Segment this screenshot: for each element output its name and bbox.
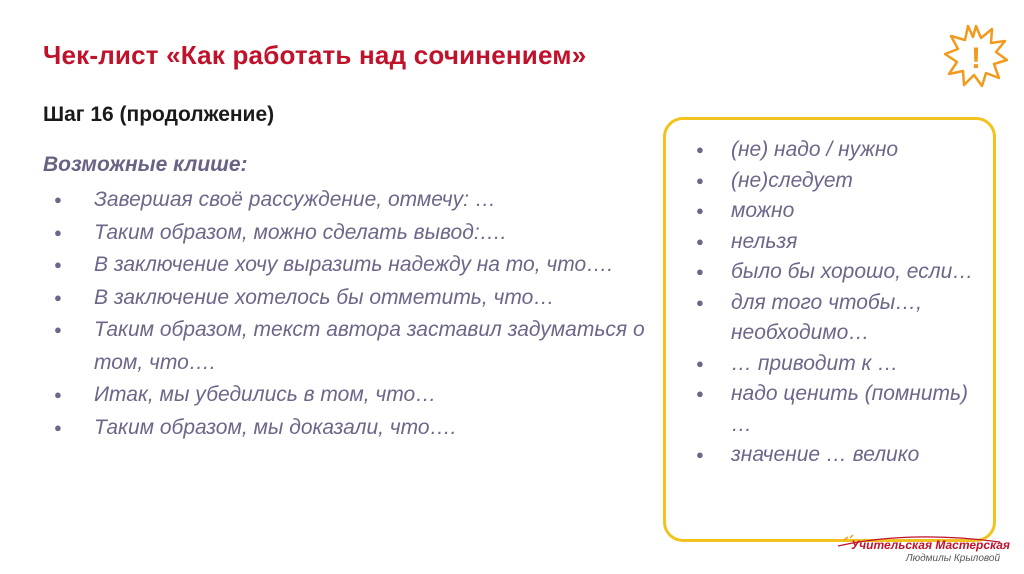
list-item: ● можно — [693, 196, 993, 227]
list-item: ● (не)следует — [693, 166, 993, 197]
list-item: ● В заключение хотелось бы отметить, что… — [50, 282, 670, 315]
list-item: ● значение … велико — [693, 440, 993, 471]
list-item: ● Итак, мы убедились в том, что… — [50, 379, 670, 412]
list-item: ● В заключение хочу выразить надежду на то, что…. — [50, 249, 670, 282]
list-item: ● … приводит к … — [693, 349, 993, 380]
list-item: ● было бы хорошо, если… — [693, 257, 993, 288]
brand-name: Учительская Мастерская — [851, 538, 1010, 552]
phrases-list — [693, 135, 993, 471]
exclamation-starburst-icon — [944, 24, 1008, 88]
step-label: Шаг 16 (продолжение) — [43, 103, 275, 126]
list-item: ● Завершая своё рассуждение, отмечу: … — [50, 184, 670, 217]
badge-symbol: ! — [971, 42, 981, 75]
list-item: ● (не) надо / нужно — [693, 135, 993, 166]
list-item: ● Таким образом, мы доказали, что…. — [50, 412, 670, 445]
cliche-heading: Возможные клише: — [43, 153, 248, 176]
list-item: ● для того чтобы…, необходимо… — [693, 288, 993, 349]
list-item: ● Таким образом, можно сделать вывод:…. — [50, 217, 670, 250]
list-item: ● Таким образом, текст автора заставил задуматься о том, что…. — [50, 314, 670, 379]
brand-subtitle: Людмилы Крыловой — [905, 553, 1000, 564]
list-item: ● нельзя — [693, 227, 993, 258]
list-item: ● надо ценить (помнить) … — [693, 379, 993, 440]
brand-logo — [810, 534, 1010, 572]
cliche-list — [50, 184, 670, 444]
slide-title: Чек-лист «Как работать над сочинением» — [43, 40, 587, 70]
